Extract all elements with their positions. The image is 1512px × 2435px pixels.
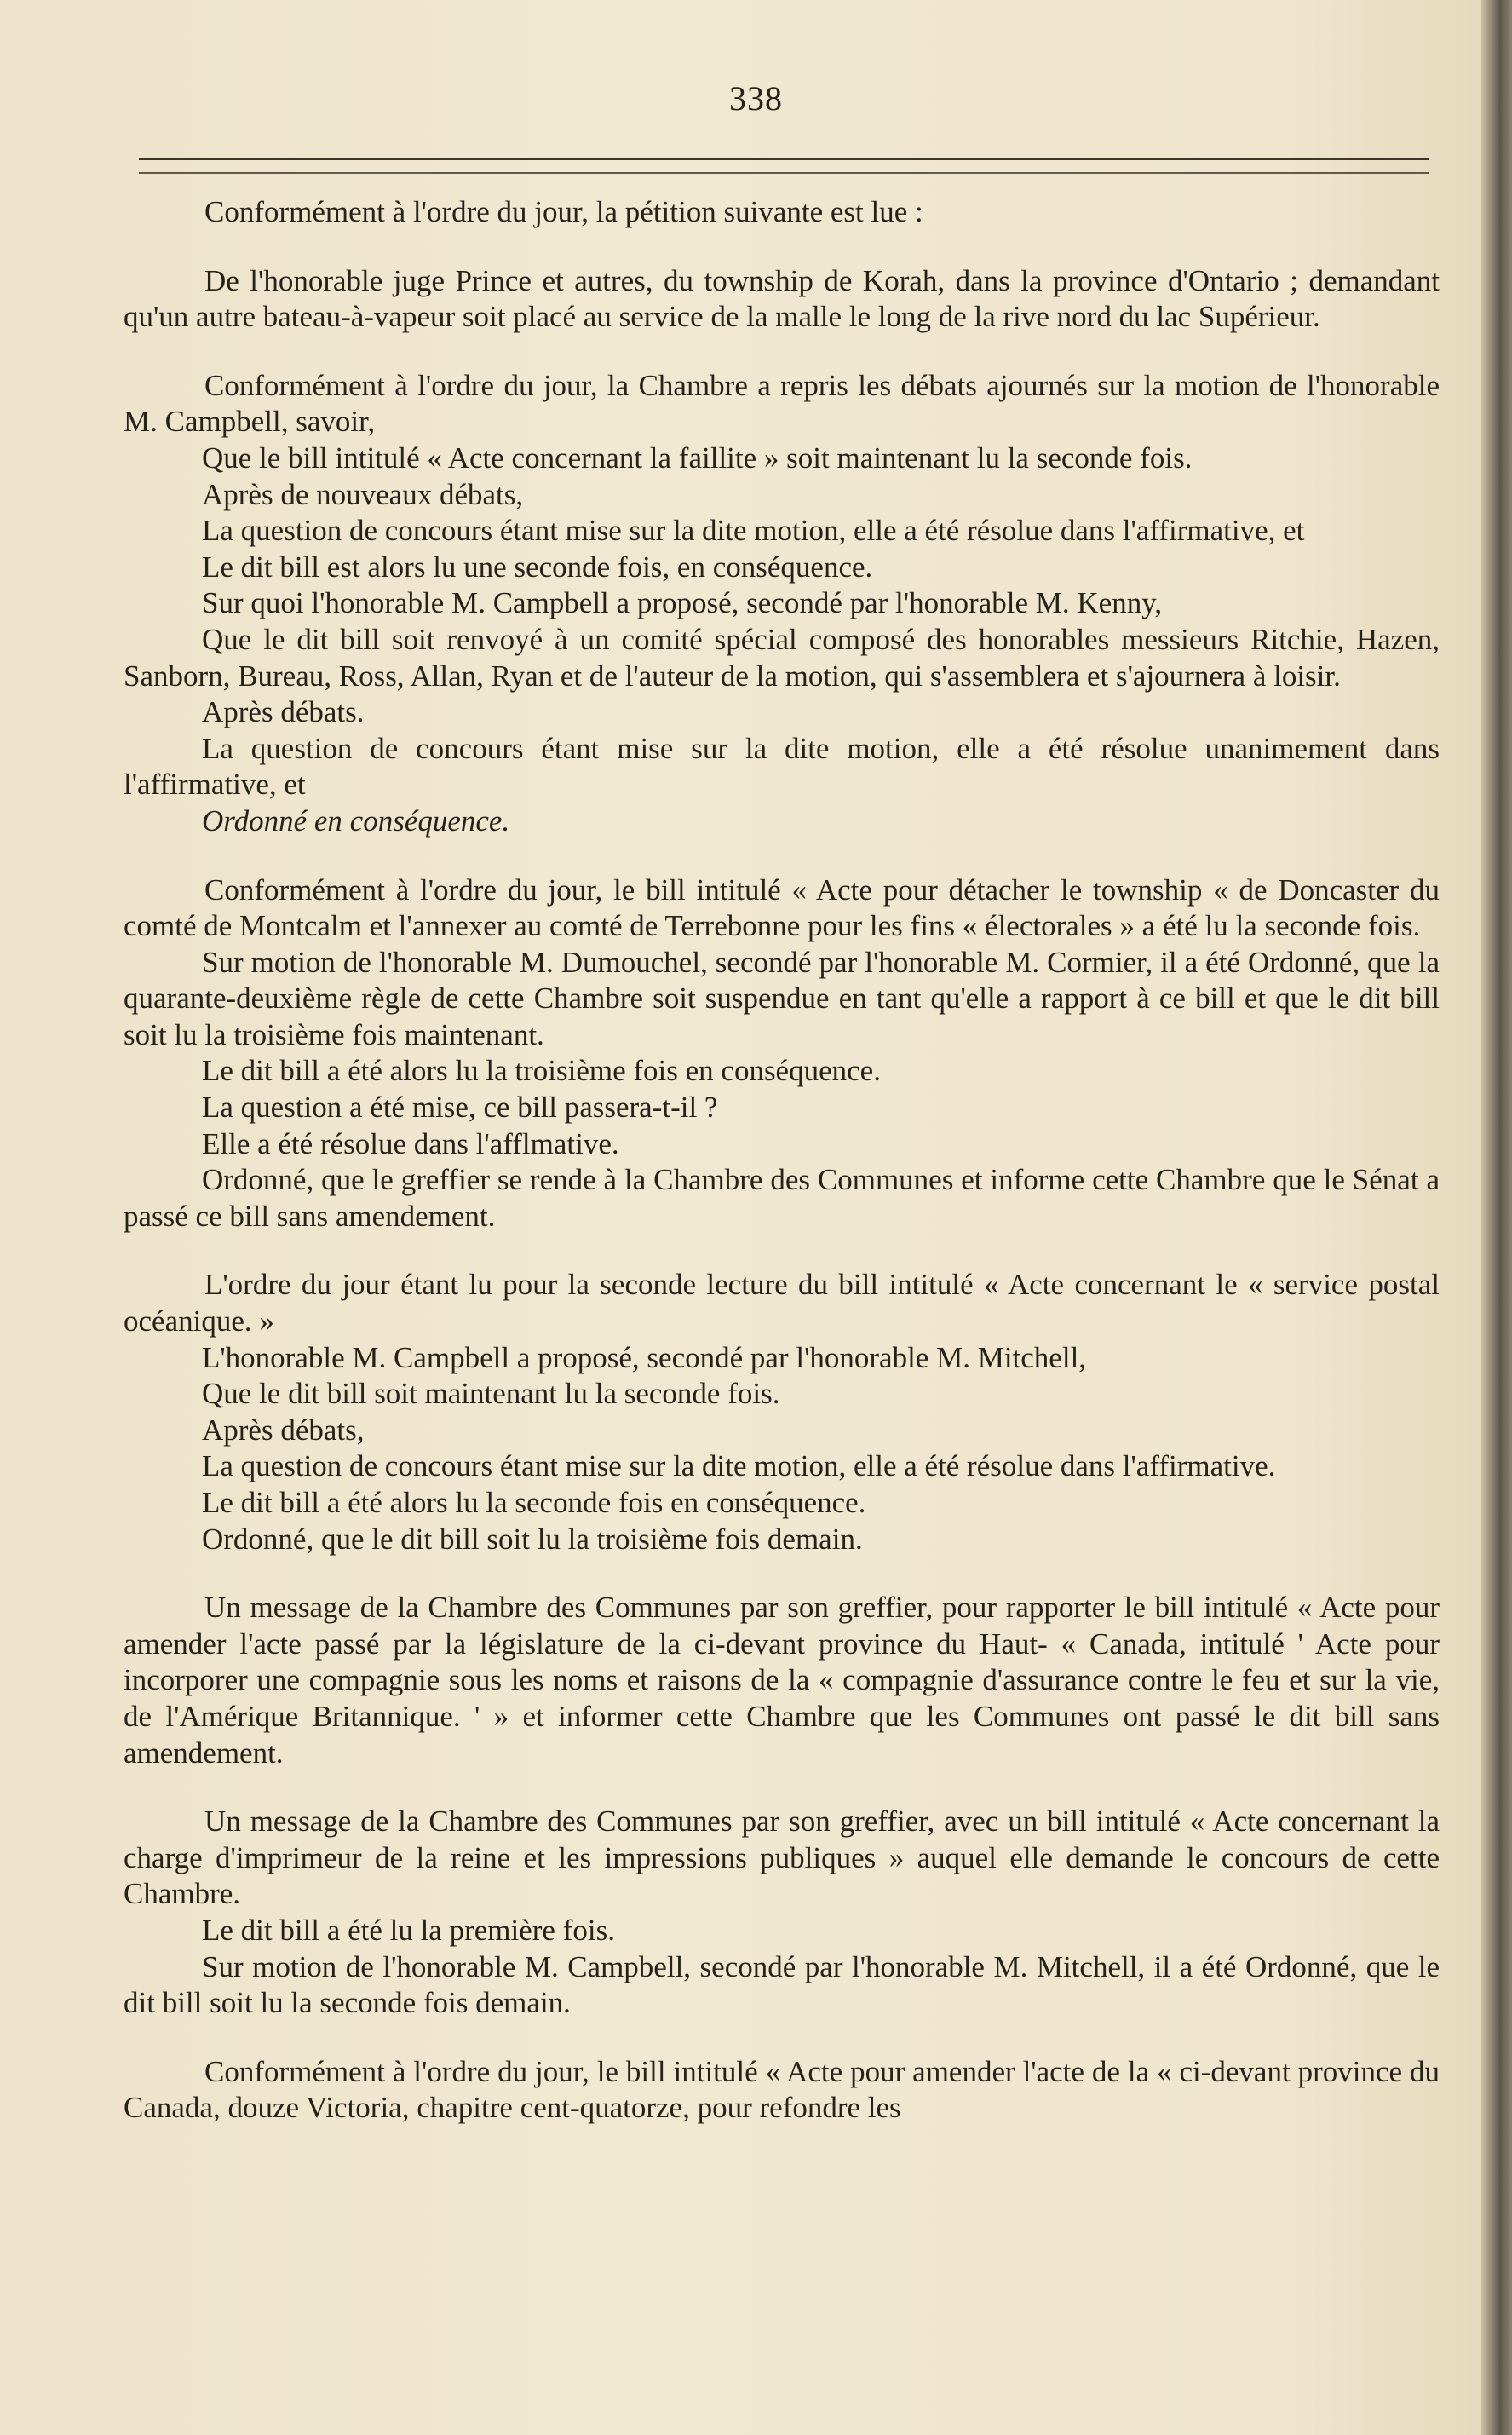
entry-doncaster-bill — [124, 872, 1440, 1235]
paragraph: Ordonné en conséquence. — [202, 803, 510, 838]
header-rule — [139, 158, 1429, 160]
entry-message-insurance-bill — [124, 1590, 1440, 1771]
paragraph: La question de concours étant mise sur la dite motion, elle a été résolue dans l'affirmative, et — [202, 514, 1305, 548]
paragraph: Conformément à l'ordre du jour, la pétition suivante est lue : — [204, 195, 923, 228]
paragraph: Que le dit bill soit renvoyé à un comité spécial composé des honorables messieurs Ritchie, Hazen, Sanborn, Bureau, Ross, Allan, Ryan et de l'auteur de la motion, qui s'assemblera et s'ajournera à loisir. — [124, 622, 1440, 693]
paragraph: Le dit bill est alors lu une seconde fois, en conséquence. — [202, 550, 873, 584]
journal-text — [124, 194, 1440, 2159]
paragraph: L'honorable M. Campbell a proposé, secondé par l'honorable M. Mitchell, — [202, 1340, 1087, 1374]
paragraph: Que le dit bill soit maintenant lu la seconde fois. — [202, 1377, 780, 1411]
paragraph: De l'honorable juge Prince et autres, du township de Korah, dans la province d'Ontario ; demandant qu'un autre bateau-à-vapeur soit placé au service de la malle le long de la rive nord du lac Supérieur. — [124, 263, 1440, 334]
paragraph: Conformément à l'ordre du jour, la Chambre a repris les débats ajournés sur la motion de l'honorable M. Campbell, savoir, — [124, 368, 1440, 439]
entry-ocean-postal-bill — [124, 1267, 1440, 1557]
paragraph: Après débats, — [202, 1413, 365, 1447]
paragraph: Le dit bill a été alors lu la troisième fois en conséquence. — [202, 1054, 881, 1088]
book-binding-edge — [1481, 0, 1512, 2435]
paragraph: Elle a été résolue dans l'afflmative. — [202, 1126, 619, 1160]
paragraph: La question de concours étant mise sur la dite motion, elle a été résolue dans l'affirmative. — [202, 1449, 1276, 1483]
paragraph: Sur quoi l'honorable M. Campbell a proposé, secondé par l'honorable M. Kenny, — [202, 586, 1163, 620]
paragraph: Conformément à l'ordre du jour, le bill intitulé « Acte pour détacher le township « de Doncaster du comté de Montcalm et l'annexer au comté de Terrebonne pour les fins « électorales » a été lu la seconde fois. — [124, 872, 1440, 943]
paragraph: Un message de la Chambre des Communes par son greffier, avec un bill intitulé « Acte concernant la charge d'imprimeur de la reine et les impressions publiques » auquel elle demande le concours de cette Chambre. — [124, 1805, 1440, 1911]
entry-petition-prince — [124, 263, 1440, 336]
paragraph: La question a été mise, ce bill passera-t-il ? — [202, 1091, 718, 1125]
entry-victoria-act-bill — [124, 2054, 1440, 2127]
paragraph: Que le bill intitulé « Acte concernant la faillite » soit maintenant lu la seconde fois. — [202, 440, 1193, 475]
paragraph: La question de concours étant mise sur la dite motion, elle a été résolue unanimement dans l'affirmative, et — [124, 731, 1440, 802]
paragraph: Après débats. — [202, 695, 365, 729]
paragraph: Sur motion de l'honorable M. Dumouchel, secondé par l'honorable M. Cormier, il a été Ordonné, que la quarante-deuxième règle de cette Chambre soit suspendue en tant qu'elle a rapport à ce bill et que le dit bill soit lu la troisième fois maintenant. — [124, 945, 1440, 1051]
paragraph: L'ordre du jour étant lu pour la seconde lecture du bill intitulé « Acte concernant le « service postal océanique. » — [124, 1268, 1440, 1338]
paragraph: Le dit bill a été alors lu la seconde fois en conséquence. — [202, 1486, 866, 1519]
page-number: 338 — [729, 79, 783, 118]
paragraph: Sur motion de l'honorable M. Campbell, secondé par l'honorable M. Mitchell, il a été Ordonné, que le dit bill soit lu la seconde fois demain. — [124, 1949, 1440, 2020]
paragraph: Ordonné, que le greffier se rende à la Chambre des Communes et informe cette Chambre que le Sénat a passé ce bill sans amendement. — [124, 1163, 1440, 1233]
paragraph: Ordonné, que le dit bill soit lu la troisième fois demain. — [202, 1522, 863, 1556]
entry-petition-reading — [124, 194, 1440, 231]
paragraph: Un message de la Chambre des Communes par son greffier, pour rapporter le bill intitulé « Acte pour amender l'acte passé par la législature de la ci-devant province du Haut- « Canada, intitulé ' Acte pour incorporer une compagnie sous les noms et raisons de la « compagnie d'assurance contre le feu et sur la vie, de l'Amérique Britannique. ' » et informer cette Chambre que les Communes ont passé le dit bill sans amendement. — [124, 1591, 1440, 1770]
entry-bankruptcy-bill — [124, 368, 1440, 840]
entry-message-printer-bill — [124, 1804, 1440, 2022]
paragraph: Conformément à l'ordre du jour, le bill intitulé « Acte pour amender l'acte de la « ci-devant province du Canada, douze Victoria, chapitre cent-quatorze, pour refondre les — [124, 2054, 1440, 2125]
paragraph: Après de nouveaux débats, — [202, 477, 524, 511]
header-rule-thin — [139, 172, 1429, 174]
paragraph: Le dit bill a été lu la première fois. — [202, 1913, 615, 1947]
